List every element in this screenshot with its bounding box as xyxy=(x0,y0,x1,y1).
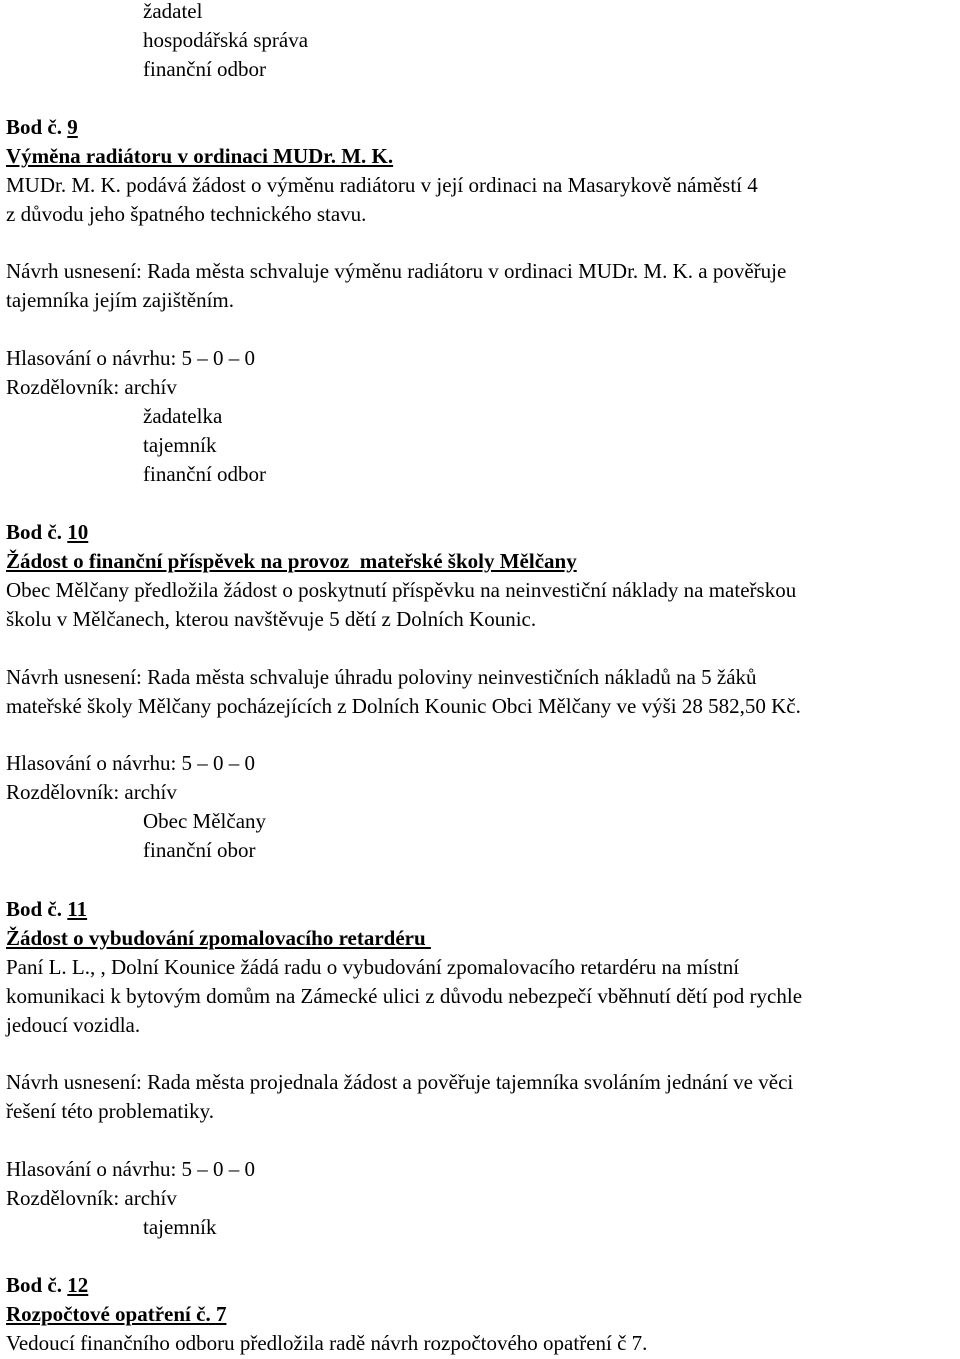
item-9-body: z důvodu jeho špatného technického stavu. xyxy=(6,202,367,226)
item-11-proposal: Návrh usnesení: Rada města projednala žádost a pověřuje tajemníka svoláním jednání ve věci xyxy=(6,1070,794,1094)
item-11-body: komunikaci k bytovým domům na Zámecké ulici z důvodu nebezpečí vběhnutí dětí pod rychle xyxy=(6,984,803,1008)
item-12-number: Bod č. 12 xyxy=(6,1273,89,1297)
item-11-body: jedoucí vozidla. xyxy=(6,1013,141,1037)
item-9-body: MUDr. M. K. podává žádost o výměnu radiátoru v její ordinaci na Masarykově náměstí 4 xyxy=(6,173,758,197)
recipient: finanční odbor xyxy=(143,57,267,81)
item-10-proposal: Návrh usnesení: Rada města schvaluje úhradu poloviny neinvestičních nákladů na 5 žáků xyxy=(6,665,757,689)
item-10-title: Žádost o finanční příspěvek na provoz mateřské školy Mělčany xyxy=(6,549,577,573)
item-11-title: Žádost o vybudování zpomalovacího retardéru xyxy=(6,926,431,950)
recipient: žadatelka xyxy=(143,404,223,428)
item-11-proposal: řešení této problematiky. xyxy=(6,1099,214,1123)
item-9-number: Bod č. 9 xyxy=(6,115,78,139)
item-10-body: školu v Mělčanech, kterou navštěvuje 5 dětí z Dolních Kounic. xyxy=(6,607,537,631)
recipient: tajemník xyxy=(143,1215,217,1239)
item-11-body: Paní L. L., , Dolní Kounice žádá radu o vybudování zpomalovacího retardéru na místní xyxy=(6,955,740,979)
recipient: finanční odbor xyxy=(143,462,267,486)
recipient: žadatel xyxy=(143,0,203,23)
item-10-proposal: mateřské školy Mělčany pocházejících z Dolních Kounic Obci Mělčany ve výši 28 582,50 Kč. xyxy=(6,694,801,718)
item-10-vote: Hlasování o návrhu: 5 – 0 – 0 xyxy=(6,751,256,775)
item-11-number: Bod č. 11 xyxy=(6,897,88,921)
item-12-title: Rozpočtové opatření č. 7 xyxy=(6,1302,227,1326)
recipient: Obec Mělčany xyxy=(143,809,267,833)
item-9-proposal: Návrh usnesení: Rada města schvaluje výměnu radiátoru v ordinaci MUDr. M. K. a pověřuje xyxy=(6,259,787,283)
item-10-body: Obec Mělčany předložila žádost o poskytnutí příspěvku na neinvestiční náklady na mateřskou xyxy=(6,578,797,602)
item-9-proposal: tajemníka jejím zajištěním. xyxy=(6,288,235,312)
item-9-distribution: Rozdělovník: archív xyxy=(6,375,177,399)
item-12-body: Vedoucí finančního odboru předložila radě návrh rozpočtového opatření č 7. xyxy=(6,1331,648,1355)
recipient: finanční obor xyxy=(143,838,256,862)
item-9-title: Výměna radiátoru v ordinaci MUDr. M. K. xyxy=(6,144,394,168)
item-10-number: Bod č. 10 xyxy=(6,520,89,544)
item-11-distribution: Rozdělovník: archív xyxy=(6,1186,177,1210)
recipient: hospodářská správa xyxy=(143,28,309,52)
item-10-distribution: Rozdělovník: archív xyxy=(6,780,177,804)
recipient: tajemník xyxy=(143,433,217,457)
item-11-vote: Hlasování o návrhu: 5 – 0 – 0 xyxy=(6,1157,256,1181)
item-9-vote: Hlasování o návrhu: 5 – 0 – 0 xyxy=(6,346,256,370)
